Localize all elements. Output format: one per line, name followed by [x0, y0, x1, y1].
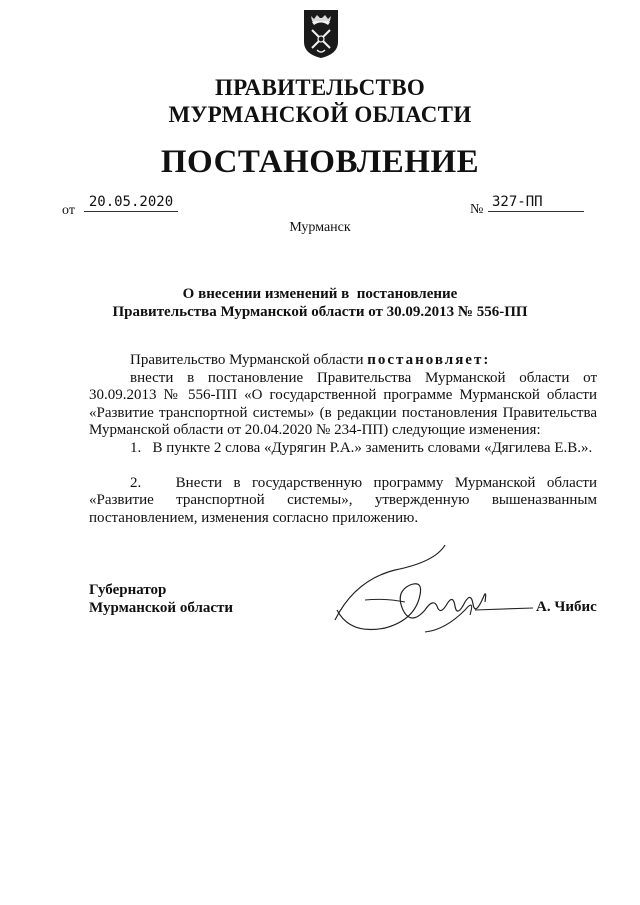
- government-heading: [0, 74, 640, 128]
- signatory-title: [89, 581, 233, 617]
- signatory-name: А. Чибис: [536, 599, 597, 615]
- intro-paragraph: внести в постановление Правительства Мурманской области от 30.09.2013 № 556-ПП «О государственной программе Мурманской области «Развитие транспортной системы» (в редакции постановления Правительства Мурманской области от 20.04.2020 № 234-ПП) следующие изменения:: [89, 370, 597, 439]
- preamble-paragraph: [89, 352, 597, 369]
- date-value: 20.05.2020: [84, 194, 178, 212]
- city-name: Мурманск: [289, 220, 351, 235]
- signatory-title-line-1: Губернатор: [89, 582, 167, 598]
- coat-of-arms-icon: [302, 8, 340, 60]
- document-type-title: ПОСТАНОВЛЕНИЕ: [160, 144, 480, 180]
- government-line-1: ПРАВИТЕЛЬСТВО: [214, 75, 426, 100]
- subject-line-2: Правительства Мурманской области от 30.09.2013 № 556-ПП: [112, 304, 528, 320]
- date-label: от: [62, 203, 75, 218]
- preamble-lead: Правительство Мурманской области: [130, 352, 368, 368]
- number-value: 327-ПП: [488, 194, 584, 212]
- number-label: №: [470, 202, 484, 217]
- preamble-emphasis: постановляет:: [367, 352, 491, 368]
- government-line-2: МУРМАНСКОЙ ОБЛАСТИ: [168, 102, 472, 127]
- list-item-2: 2. Внести в государственную программу Мурманской области «Развитие транспортной системы», утвержденную вышеназванным постановлением, изменения согласно приложению.: [89, 475, 601, 526]
- signatory-title-line-2: Мурманской области: [89, 600, 234, 616]
- handwritten-signature-icon: [325, 540, 535, 640]
- list-item-1: 1. В пункте 2 слова «Дурягин Р.А.» заменить словами «Дягилева Е.В.».: [130, 440, 593, 456]
- document-subject: [0, 285, 640, 321]
- subject-line-1: О внесении изменений в постановление: [182, 286, 458, 302]
